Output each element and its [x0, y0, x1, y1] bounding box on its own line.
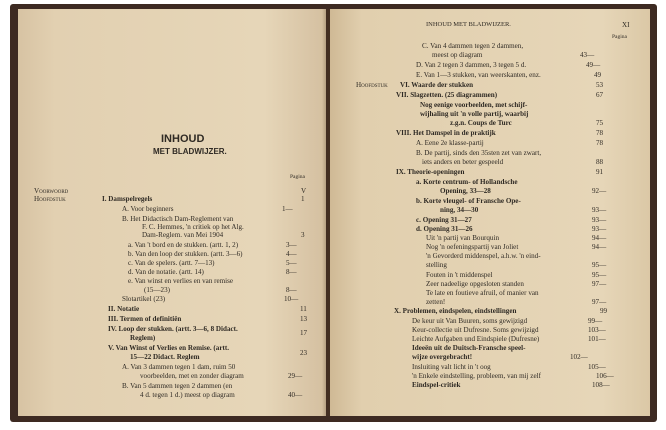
toc-page: 94—: [592, 243, 607, 251]
pagina-label: Pagina: [612, 34, 627, 40]
toc-line: Hoofdstuk: [34, 195, 66, 203]
toc-line: VII. Slagzetten. (25 diagrammen): [396, 91, 498, 99]
left-page: [18, 9, 326, 416]
toc-line: Keur-collectie uit Dufresne. Soms gewijzigd: [412, 326, 539, 334]
toc-subtitle: MET BLADWIJZER.: [153, 147, 227, 156]
toc-line: Nog eenige voorbeelden, met schijf-: [420, 101, 528, 109]
toc-line: Voorwoord: [34, 187, 69, 195]
toc-page: 13: [300, 315, 308, 323]
toc-page: 53: [596, 81, 604, 89]
toc-line: B. Het Didactisch Dam-Reglement van: [122, 215, 234, 223]
toc-line: (15—23): [144, 286, 171, 294]
toc-page: 78: [596, 139, 604, 147]
toc-line: A. Van 3 dammen tegen 1 dam, ruim 50: [122, 363, 236, 371]
toc-line: Slotartikel (23): [122, 295, 166, 303]
toc-line: III. Termen of definitiën: [108, 315, 182, 323]
toc-page: 93—: [592, 216, 607, 224]
toc-page: 75: [596, 119, 604, 127]
toc-line: VI. Waarde der stukken: [400, 81, 474, 89]
toc-line: B. Van 5 dammen tegen 2 dammen (en: [122, 382, 233, 390]
toc-page: 4—: [286, 250, 297, 258]
pagina-label: Pagina: [290, 174, 305, 180]
running-header: INHOUD MET BLADWIJZER.: [426, 21, 511, 28]
toc-page: V: [301, 187, 307, 195]
toc-page: 1: [301, 195, 305, 203]
toc-page: 49: [594, 71, 602, 79]
toc-page: 101—: [588, 335, 606, 343]
toc-line: Nog 'n oefeningspartij van Joliet: [426, 243, 519, 251]
toc-page: 5—: [286, 259, 297, 267]
toc-line: 15—22 Didact. Reglem: [130, 353, 200, 361]
toc-line: wijze overgebracht!: [412, 353, 473, 361]
toc-page: 40—: [288, 391, 303, 399]
toc-line: Te late en foutieve afruil, of manier van: [426, 289, 539, 297]
toc-page: 105—: [588, 363, 606, 371]
toc-line: c. Van de spelers. (artt. 7—13): [128, 259, 215, 267]
toc-page: 78: [596, 129, 604, 137]
toc-page: 92—: [592, 187, 607, 195]
toc-page: 108—: [592, 381, 610, 389]
toc-line: ning, 34—30: [440, 206, 479, 214]
toc-line: b. Korte vleugel- of Fransche Ope-: [416, 197, 521, 205]
toc-page: 103—: [588, 326, 606, 334]
toc-line: Uit 'n partij van Bourquin: [426, 234, 499, 242]
toc-line: E. Van 1—3 stukken, van weerskanten, enz.: [416, 71, 541, 79]
toc-page: 8—: [286, 286, 297, 294]
toc-page: 91: [596, 168, 604, 176]
toc-page: 43—: [580, 51, 595, 59]
toc-line: 'n Gevorderd middenspel, a.h.w. 'n eind-: [426, 252, 541, 260]
toc-line: 4 d. tegen 1 d.) meest op diagram: [140, 391, 235, 399]
toc-line: C. Van 4 dammen tegen 2 dammen,: [422, 42, 524, 50]
toc-line: wijhaling uit 'n volle partij, waarbij: [420, 110, 529, 118]
toc-line: A. Eene 2e klasse-partij: [416, 139, 484, 147]
toc-line: d. Van de notatie. (artt. 14): [128, 268, 204, 276]
toc-page: 67: [596, 91, 604, 99]
toc-page: 99—: [588, 317, 603, 325]
toc-line: A. Voor beginners: [122, 205, 174, 213]
toc-page: 29—: [288, 372, 303, 380]
toc-line: c. Opening 31—27: [416, 216, 472, 224]
toc-line: e. Van winst en verlies en van remise: [128, 277, 234, 285]
right-page: [330, 9, 650, 416]
toc-line: B. De partij, sinds den 35sten zet van zwart,: [416, 149, 542, 157]
toc-page: 1—: [282, 205, 293, 213]
toc-line: Reglem): [130, 334, 156, 342]
toc-line: II. Notatie: [108, 305, 140, 313]
toc-page: 93—: [592, 225, 607, 233]
toc-page: 11: [300, 305, 307, 313]
toc-line: Insluiting valt licht in 't oog: [412, 363, 491, 371]
toc-page: 3: [301, 231, 305, 239]
toc-line: Zeer nadeelige opgesloten standen: [426, 280, 524, 288]
toc-line: Leichte Aufgaben und Eindspiele (Dufresne): [412, 335, 540, 343]
toc-line: I. Damspelregels: [102, 195, 153, 203]
toc-page: 97—: [592, 280, 607, 288]
toc-line: V. Van Winst of Verlies en Remise. (artt.: [108, 344, 229, 352]
toc-page: 106—: [596, 372, 614, 380]
toc-page: 10—: [284, 295, 299, 303]
toc-line: X. Problemen, eindspelen, eindstellingen: [394, 307, 517, 315]
toc-page: 102—: [570, 353, 588, 361]
toc-line: z.g.n. Coups de Turc: [450, 119, 512, 127]
toc-line: b. Van den loop der stukken. (artt. 3—6): [128, 250, 243, 258]
toc-line: Eindspel-critiek: [412, 381, 461, 389]
toc-line: d. Opening 31—26: [416, 225, 473, 233]
toc-line: De keur uit Van Buuren, soms gewijzigd: [412, 317, 528, 325]
toc-line: 'n Enkele eindstelling, probleem, van mij zelf: [412, 372, 541, 380]
toc-line: zetten!: [426, 298, 446, 306]
toc-line: VIII. Het Damspel in de praktijk: [396, 129, 496, 137]
toc-line: IX. Theorie-openingen: [396, 168, 465, 176]
toc-page: 97—: [592, 298, 607, 306]
toc-page: 95—: [592, 261, 607, 269]
toc-line: D. Van 2 tegen 3 dammen, 3 tegen 5 d.: [416, 61, 527, 69]
toc-page: 88: [596, 158, 604, 166]
toc-page: 3—: [286, 241, 297, 249]
toc-line: a. Van 't bord en de stukken. (artt. 1, 2): [128, 241, 239, 249]
toc-line: F. C. Hemmes, 'n critiek op het Alg.: [142, 223, 244, 231]
toc-line: Dam-Reglem. van Mei 1904: [142, 231, 224, 239]
page-number: XI: [622, 21, 630, 29]
toc-page: 23: [300, 349, 308, 357]
toc-page: 17: [300, 329, 308, 337]
toc-line: stelling: [426, 261, 447, 269]
toc-line: iets anders en beter gespeeld: [422, 158, 504, 166]
toc-line: IV. Loop der stukken. (artt. 3—6, 8 Didact.: [108, 325, 238, 333]
toc-line: Fouten in 't middenspel: [426, 271, 493, 279]
toc-page: 99: [600, 307, 608, 315]
toc-page: 93—: [592, 206, 607, 214]
toc-page: 94—: [592, 234, 607, 242]
toc-line: voorbeelden, met en zonder diagram: [140, 372, 244, 380]
toc-line: meest op diagram: [432, 51, 483, 59]
toc-page: 49—: [586, 61, 601, 69]
toc-line: Opening, 33—28: [440, 187, 491, 195]
toc-page: 8—: [286, 268, 297, 276]
toc-line: a. Korte centrum- of Hollandsche: [416, 178, 518, 186]
toc-line: Hoofdstuk: [356, 81, 388, 89]
toc-line: Ideeën uit de Duitsch-Fransche speel-: [412, 344, 526, 352]
toc-title: INHOUD: [161, 133, 205, 145]
toc-page: 95—: [592, 271, 607, 279]
